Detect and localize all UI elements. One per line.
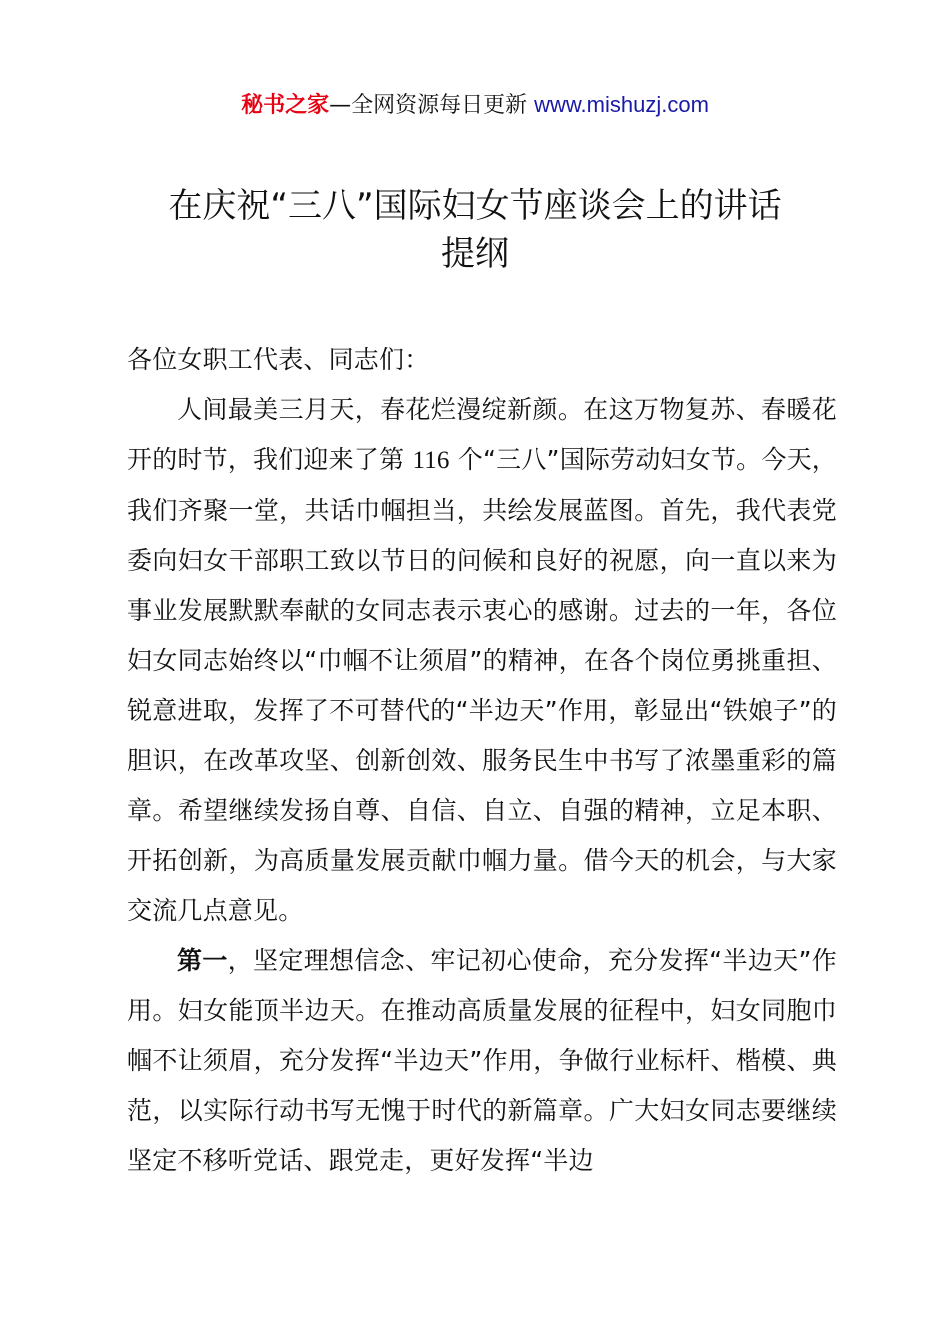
paragraph-opening (127, 385, 837, 936)
point-one-heading: 第一 (177, 946, 228, 975)
document-title-line-2: 提纲 (441, 234, 509, 274)
document-title-line-1: 在庆祝“三八”国际妇女节座谈会上的讲话 (168, 186, 782, 226)
festival-number: 116 (412, 447, 450, 474)
salutation: 各位女职工代表、同志们： (127, 345, 430, 374)
document-body (127, 335, 837, 1186)
site-tagline: —全网资源每日更新 (329, 93, 535, 118)
site-brand-name: 秘书之家 (241, 93, 330, 118)
point-one-text: ，坚定理想信念、牢记初心使命，充分发挥“半边天”作用。妇女能顶半边天。在推动高质量发展的征程中，妇女同胞巾帼不让须眉，充分发挥“半边天”作用，争做行业标杆、楷模、典范，以实际行动书写无愧于时代的新篇章。广大妇女同志要继续坚定不移听党话、跟党走，更好发挥“半边 (127, 946, 837, 1175)
paragraph-opening-text-b: 个“三八”国际劳动妇女节。今天，我们齐聚一堂，共话巾帼担当，共绘发展蓝图。首先，我代表党委向妇女干部职工致以节日的问候和良好的祝愿，向一直以来为事业发展默默奉献的女同志表示衷心的感谢。过去的一年，各位妇女同志始终以“巾帼不让须眉”的精神，在各个岗位勇挑重担、锐意进取，发挥了不可替代的“半边天”作用，彰显出“铁娘子”的胆识，在改革攻坚、创新创效、服务民生中书写了浓墨重彩的篇章。希望继续发扬自尊、自信、自立、自强的精神，立足本职、开拓创新，为高质量发展贡献巾帼力量。借今天的机会，与大家交流几点意见。 (127, 445, 837, 925)
site-url-link[interactable]: www.mishuzj.com (534, 92, 709, 117)
paragraph-opening-text-a: 人间最美三月天，春花烂漫绽新颜。在这万物复苏、春暖花开的时节，我们迎来了第 (127, 395, 837, 474)
site-header-banner (0, 88, 950, 123)
document-title (80, 182, 870, 278)
paragraph-point-one (127, 936, 837, 1186)
